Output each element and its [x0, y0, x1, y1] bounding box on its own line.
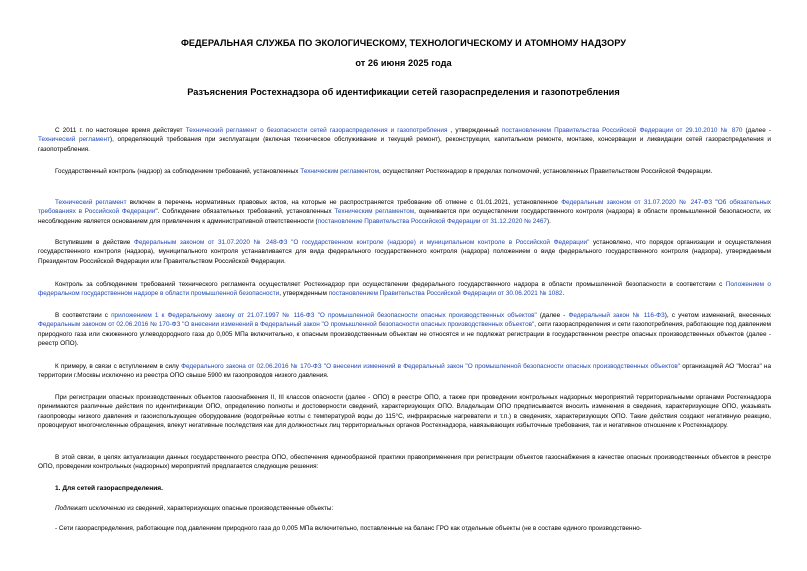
document-title: Разъяснения Ростехнадзора об идентификации сетей газораспределения и газопотребления: [187, 87, 620, 97]
text: , утвержденный: [447, 127, 502, 134]
paragraph-1: [38, 126, 771, 154]
text: ), с учетом изменений, внесенных: [664, 312, 771, 319]
link-tech-regulation[interactable]: Техническим регламентом: [300, 168, 380, 175]
document-date: от 26 июня 2025 года: [355, 58, 452, 68]
section-heading: 1. Для сетей газораспределения.: [55, 485, 163, 492]
link-tech-regulation[interactable]: Техническим регламентом: [334, 208, 415, 216]
link-government-decree-870[interactable]: постановлением Правительства Российской Федерации от 29.10.2010 № 870: [501, 127, 743, 134]
paragraph-2: [38, 167, 771, 176]
text: (далее -: [536, 312, 569, 319]
text: .: [562, 290, 565, 298]
text: организацией АО "Мосгаз" на территории г.Москвы исключено из реестра ОПО свыше 5900 км газопроводов низкого давления.: [38, 363, 771, 380]
paragraph-11: [38, 524, 771, 533]
link-federal-law-170[interactable]: Федерального закона от 02.06.2016 № 170-ФЗ "О внесении изменений в Федеральный закон "О промышленной безопасности опасных производственных объектов": [181, 363, 681, 370]
paragraph-7: [38, 362, 771, 381]
text: ).: [547, 217, 551, 225]
text: из сведений, характеризующих опасные производственные объекты:: [125, 505, 334, 512]
text: С 2011 г. по настоящее время действует: [55, 127, 186, 134]
link-appendix-law-116[interactable]: приложением 1 к Федеральному закону от 21.07.1997 № 116-ФЗ "О промышленной безопасности опасных производственных объектов": [111, 312, 537, 319]
text: - Сети газораспределения, работающие под давлением природного газа до 0,005 МПа включительно, поставленные на баланс ГРО как отдельные объекты (не в составе единого производственно-: [55, 525, 642, 532]
text: К примеру, в связи с вступлением в силу: [55, 363, 182, 370]
text: (далее -: [742, 127, 771, 134]
paragraph-5: [38, 280, 771, 299]
text: , оценивается при осуществлении государственного контроля (надзора) в области промышленной безопасности, их несоблюдение является основанием для привлечения к административной ответственности (: [38, 208, 771, 225]
text: Государственный контроль (надзор) за соблюдением требований, установленных: [55, 168, 301, 175]
link-government-decree-2467[interactable]: постановление Правительства Российской Федерации от 31.12.2020 № 2467: [317, 217, 547, 225]
text: установлено, что порядок организации и осуществления государственного контроля (надзора), муниципального контроля устанавливается для вида федерального государственного контроля (надзора) положением о виде федерального государственного контроля (надзора), утверждаемым Президентом Российской Федерации или Правительством Российской Федерации.: [38, 239, 771, 265]
paragraph-9: [38, 453, 771, 472]
link-tech-regulation-short[interactable]: Технический регламент: [38, 136, 110, 144]
text: , утвержденным: [279, 290, 329, 298]
paragraph-8: [38, 393, 771, 431]
link-tech-regulation[interactable]: Технический регламент о безопасности сетей газораспределения и газопотребления: [185, 127, 448, 134]
text: ". Соблюдение обязательных требований, установленных: [155, 208, 335, 216]
paragraph-3: [38, 198, 771, 226]
text: Вступившим в действие: [55, 239, 135, 246]
link-industrial-safety-regulation[interactable]: Положением о федеральном государственном надзоре в области промышленной безопасности: [38, 281, 771, 298]
organization-heading: ФЕДЕРАЛЬНАЯ СЛУЖБА ПО ЭКОЛОГИЧЕСКОМУ, ТЕХНОЛОГИЧЕСКОМУ И АТОМНОМУ НАДЗОРУ: [180, 38, 627, 48]
italic-text: Подлежат исключению: [55, 505, 126, 512]
link-federal-law-248[interactable]: Федеральным законом от 31.07.2020 № 248-ФЗ "О государственном контроле (надзоре) и муниципальном контроле в Российской Федерации": [134, 239, 590, 246]
text: ), определяющий требования при эксплуатации (включая техническое обслуживание и текущий ремонт), реконструкции, капитальном ремонте, монтаже, консервации и ликвидации сетей газораспределения и газопотребления.: [38, 136, 771, 153]
paragraph-10: [38, 504, 771, 513]
link-mandatory-requirements[interactable]: Об обязательных требованиях в Российской Федерации: [38, 199, 772, 216]
text: В соответствии с: [55, 312, 112, 319]
text: В этой связи, в целях актуализации данных государственного реестра ОПО, обеспечения единообразной практики правоприменения при регистрации объектов газоснабжения в качестве опасных производственных объектов в реестре ОПО, проведении контрольных (надзорных) мероприятий предлагается следующие решения:: [38, 454, 771, 471]
paragraph-4: [38, 238, 771, 266]
text: ": [712, 199, 718, 206]
text: При регистрации опасных производственных объектов газоснабжения II, III классов опасности (далее - ОПО) в реестре ОПО, а также при проведении контрольных надзорных мероприятий территориальными органами Ростехнадзора принимаются различные действия по идентификации ОПО, определению полноты и достоверности сведений, характеризующих ОПО. Владельцам ОПО предписывается вносить изменения в сведения, характеризующие ОПО, указывать газопроводы низкого давления и газоиспользующее оборудование (водогрейные котлы с температурой воды до 115°С, инфракрасные нагреватели и т.п.) в сведениях, характеризующих ОПО. Такие действия создают негативную реакцию, провоцируют многочисленные обращения, влекут негативные последствия как для должностных лиц территориальных органов Ростехнадзора, навязывающих избыточные требования, так и негативное отношение к Ростехнадзору.: [38, 394, 771, 430]
paragraph-6: [38, 311, 771, 349]
link-government-decree-1082[interactable]: постановлением Правительства Российской Федерации от 30.06.2021 № 1082: [328, 290, 563, 298]
link-federal-law-170[interactable]: Федеральным законом от 02.06.2016 № 170-ФЗ "О внесении изменений в Федеральный закон "О промышленной безопасности опасных производственных объектов": [38, 321, 535, 329]
text: , осуществляет Ростехнадзор в пределах полномочий, установленных Правительством Российской Федерации.: [379, 168, 713, 175]
link-federal-law-247[interactable]: Федеральным законом от 31.07.2020 № 247-ФЗ: [561, 199, 713, 206]
link-law-116-short[interactable]: Федеральный закон № 116-ФЗ: [568, 312, 665, 319]
link-tech-regulation[interactable]: Технический регламент: [55, 199, 127, 206]
text: Контроль за соблюдением требований технического регламента осуществляет Ростехнадзор при осуществлении федерального государственного надзора в области промышленной безопасности в соответствии с: [55, 281, 726, 288]
text: , сети газораспределения и сети газопотребления, работающие под давлением природного газа или сжиженного углеводородного газа до 0,005 МПа включительно, к опасным производственным объектам не относятся и не подлежат регистрации в государственном реестре опасных производственных объектов (далее - реестр ОПО).: [38, 321, 771, 348]
text: включен в перечень нормативных правовых актов, на которые не распространяется требование об отмене с 01.01.2021, установленное: [126, 199, 562, 206]
